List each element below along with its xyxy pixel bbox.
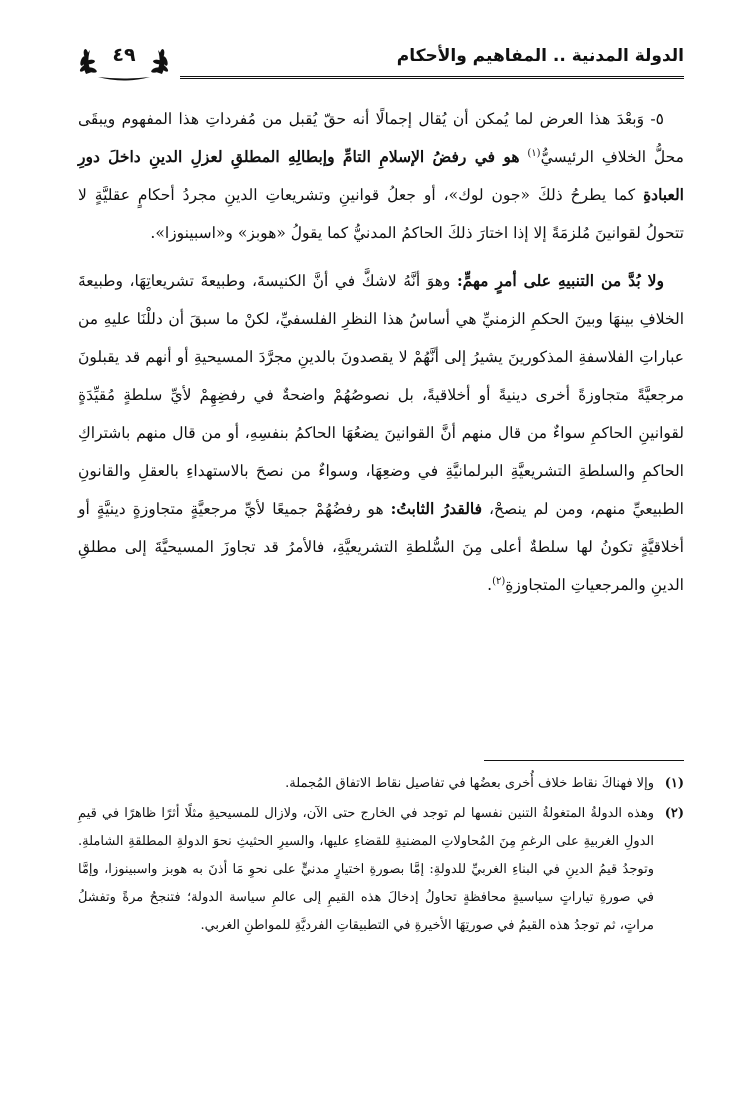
header-rule (180, 76, 684, 79)
footnote-number: (١) (664, 776, 684, 791)
paragraph-2-part-2: هو رفضُهُمْ جميعًا لأيِّ مرجعيَّةٍ متجاوزةٍ دينيَّةٍ أو أخلاقيَّةٍ تكونُ لها سلطةٌ أعلى مِنَ السُّلطةِ التشريعيَّةِ، فالأمرُ قد تجاوزَ المسيحيَّةَ إلى مطلقِ الدينِ والمرجعياتِ المتجاوزةِ (78, 500, 684, 594)
page-number: ٤٩ (112, 44, 136, 66)
footnote-text: وإلا فهناكَ نقاط خلاف أُخرى بعضُها في تفاصيل نقاط الاتفاق المُجملة. (285, 776, 654, 791)
paragraph-2-emphasis: فالقدرُ الثابتُ: (390, 499, 483, 518)
paragraph-1-emphasis: هو في رفضُ الإسلامِ التامِّ وإبطالِهِ المطلقِ لعزلِ الدينِ داخلَ دورِ العبادةِ (78, 147, 684, 204)
paragraph-2-intro: ولا بُدَّ من التنبيهِ على أمرٍ مهمٍّ: (456, 271, 664, 290)
paragraph-1-intro: ٥- وَبعْدَ هذا العرض لما يُمكن أن يُقال إجمالًا أنه حقّ يُقبل من مُفرداتِ هذا المفهوم ويبقَى محلُّ الخلافِ الرئيسيُّ (78, 110, 684, 166)
page-number-ornament (76, 40, 172, 82)
footnote-ref-1: (١) (527, 147, 541, 159)
footnote (78, 770, 684, 798)
main-text (78, 100, 684, 614)
paragraph-2-end: . (487, 576, 493, 594)
paragraph-1-rest: كما يطرحُ ذلكَ «جون لوك»، أو جعلُ قوانينِ وتشريعاتِ الدينِ مجردُ أحكامٍ عقليَّةٍ لا تتحولُ لقوانينَ مُلزمَةً إلا إذا اختارَ ذلكَ الحاكمُ المدنيُّ كما يقولُ «هوبز» و«اسبينوزا». (78, 186, 684, 242)
footnote (78, 800, 684, 940)
footnote-separator (484, 760, 684, 761)
footnote-text: وهذه الدولةُ المتغولةُ التنين نفسها لم توجد في الخارج حتى الآن، ولازال للمسيحيةِ مثلًا أثرًا ظاهرًا في قيمِ الدولِ الغربيةِ على الرغمِ مِنَ المُحاولاتِ المضنيةِ للقضاءِ عليها، والسيرِ الحثيثِ نحوَ الدولةِ المطلقةِ الشاملةِ. وتوجدُ قيمُ الدينِ في البناءِ الغربيِّ للدولةِ: إمَّا بصورةِ اختيارٍ مدنيٍّ على نحوِ مَا أذنَ به هوبز واسبينوزا، وإمَّا في صورةِ تياراتٍ سياسيةٍ محافظةٍ تحاولُ إدخالَ هذه القيمِ إلى عالمِ سياسة الدولة؛ فتنجحُ مرةً وتفشلُ مراتٍ، ثم توجدُ هذه القيمُ في صورتِهَا الأخيرةِ في التطبيقاتِ الفرديَّةِ للمواطنِ الغربي. (78, 806, 654, 933)
paragraph-2 (78, 262, 684, 604)
footnote-ref-2: (٢) (492, 575, 506, 587)
paragraph-1 (78, 100, 684, 252)
page-header (70, 38, 684, 84)
footnotes (78, 770, 684, 942)
footnote-number: (٢) (664, 806, 684, 821)
running-title: الدولة المدنية .. المفاهيم والأحكام (396, 46, 684, 66)
paragraph-2-part-1: وهوَ أنَّهُ لاشكَّ في أنَّ الكنيسةَ، وطبيعةَ تشريعاتِهَا، وطبيعةَ الخلافِ بينهَا وبينَ الحكمِ الزمنيِّ هي أساسُ هذا النظرِ الفلسفيِّ، لكنْ ما سبقَ أن دللْنَا عليهِ من عباراتِ الفلاسفةِ المذكورينَ يشيرُ إلى أنَّهُمْ لا يقصدونَ بالدينِ مجرَّدَ المسيحيةِ أو أنهم قد يقبلونَ مرجعيَّةً متجاوزةً أخرى دينيةً أو أخلاقيةً، بل نصوصُهُمْ واضحةٌ في رفضِهِمْ لأيِّ سلطةٍ مُقيِّدَةٍ لقوانينِ الحاكمِ سواءٌ من قال منهم أنَّ القوانينَ يضعُهَا الحاكمُ بنفسِهِ، أو من قال منهم باشتراكِ الحاكمِ والسلطةِ التشريعيَّةِ البرلمانيَّةِ في وضعِهَا، وسواءٌ من نصحَ بالاستهداءِ بالعقلِ والقانونِ الطبيعيِّ منهم، ومن لم ينصحْ، (78, 272, 684, 518)
